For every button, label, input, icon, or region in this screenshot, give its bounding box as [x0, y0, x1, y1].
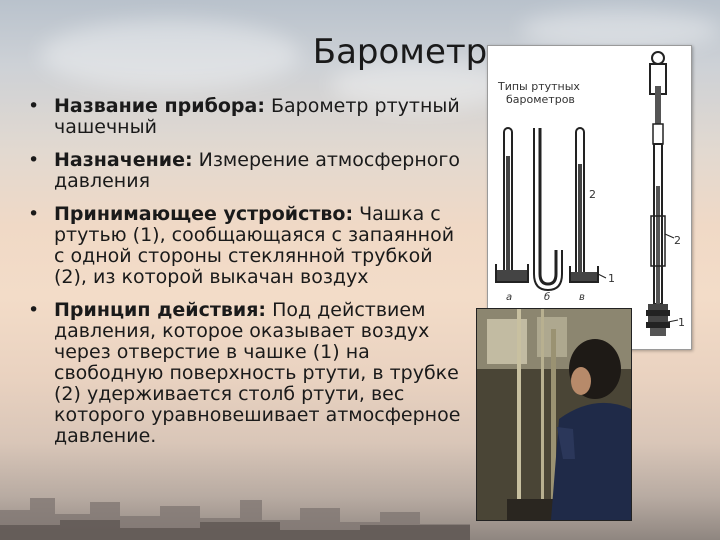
barometer-diagram-svg [488, 46, 691, 349]
label-2-small: 2 [589, 188, 596, 201]
label-b: б [544, 292, 551, 303]
bullet-dot: • [28, 95, 40, 117]
bullet-dot: • [28, 149, 40, 171]
bullet-dot: • [28, 299, 40, 321]
diagram-caption-line1: Типы ртутных [498, 80, 580, 93]
label-1-small: 1 [608, 272, 615, 285]
barometer-b [534, 128, 562, 303]
tall-barometer [646, 52, 678, 336]
bullet-text: Измерение атмосферного давления [54, 149, 460, 192]
diagram-caption-line2: барометров [506, 93, 575, 106]
bullet-list [28, 96, 468, 459]
slide-title: Барометр [312, 32, 488, 72]
barometer-a [496, 128, 528, 303]
label-v: в [579, 292, 585, 303]
label-1-tall: 1 [678, 316, 685, 329]
barometer-v [570, 128, 606, 303]
bullet-label: Принцип действия: [54, 299, 267, 321]
bullet-label: Назначение: [54, 149, 193, 171]
bullet-text: Барометр ртутный чашечный [54, 95, 460, 138]
bullet-text: Под действием давления, которое оказывает воздух через отверстие в чашке (1) на свободную поверхность ртути, в трубке (2) удерживается столб ртути, вес которого уравновешивает атмосферное давление. [54, 299, 461, 447]
bullet-item-purpose [28, 150, 468, 192]
bullet-label: Название прибора: [54, 95, 265, 117]
bullet-dot: • [28, 203, 40, 225]
bullet-item-receiver [28, 204, 468, 288]
barometer-types-diagram [487, 45, 692, 350]
bullet-item-principle [28, 300, 468, 447]
label-a: а [506, 292, 513, 303]
bullet-text: Чашка с ртутью (1), сообщающаяся с запаянной с одной стороны стеклянной трубкой (2), из которой выкачан воздух [54, 203, 455, 288]
bullet-label: Принимающее устройство: [54, 203, 354, 225]
photo-illustration [477, 309, 631, 520]
photo-person-with-barometer [476, 308, 632, 521]
label-2-tall: 2 [674, 234, 681, 247]
bullet-item-name [28, 96, 468, 138]
